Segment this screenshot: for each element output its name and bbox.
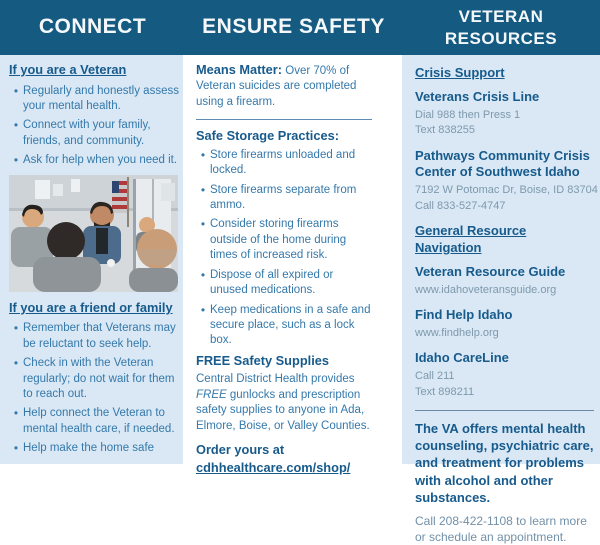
- safe-storage-bullet-list: [196, 148, 372, 349]
- list-item: [196, 217, 372, 263]
- bullet-icon: •: [200, 217, 206, 232]
- list-item: [9, 153, 179, 168]
- list-item: [196, 303, 372, 349]
- free-supplies-paragraph: [196, 372, 372, 434]
- free-supplies-heading: FREE Safety Supplies: [196, 352, 329, 368]
- bullet-icon: •: [200, 302, 206, 317]
- resource-detail: 7192 W Potomac Dr, Boise, ID 83704: [415, 184, 598, 197]
- header-band: [0, 0, 600, 55]
- resource-name: Pathways Community Crisis Center of Southwest Idaho: [415, 147, 590, 180]
- resource-entry: [415, 307, 596, 341]
- bullet-text: Help connect the Veteran to mental health care, if needed.: [23, 407, 175, 435]
- va-services-note: The VA offers mental health counseling, psychiatric care, and treatment for problems with alcohol and other substances.: [415, 421, 594, 505]
- bullet-text: Consider storing firearms outside of the home during times of increased risk.: [210, 218, 347, 262]
- list-item: [9, 356, 179, 402]
- bullet-text: Keep medications in a safe and secure place, such as a lock box.: [210, 303, 371, 347]
- bullet-icon: •: [13, 356, 19, 371]
- bullet-text: Store firearms separate from ammo.: [210, 183, 357, 212]
- list-item: [9, 441, 179, 456]
- resource-detail: Dial 988 then Press 1: [415, 108, 521, 121]
- resource-detail: www.idahoveteransguide.org: [415, 283, 557, 296]
- bullet-text: Connect with your family, friends, and community.: [23, 119, 151, 147]
- veteran-bullet-list: [9, 84, 179, 169]
- resource-name: Veteran Resource Guide: [415, 263, 566, 279]
- list-item: [9, 321, 179, 352]
- safe-storage-heading: Safe Storage Practices:: [196, 128, 339, 144]
- list-item: [196, 183, 372, 214]
- support-group-photo: [9, 175, 178, 292]
- bullet-icon: •: [13, 321, 19, 336]
- list-item: [196, 148, 372, 179]
- general-navigation-heading: General Resource Navigation: [415, 223, 527, 256]
- friend-section-heading: If you are a friend or family: [9, 299, 173, 315]
- section-divider: [196, 119, 372, 120]
- order-label: Order yours at: [196, 441, 285, 457]
- resource-name: Veterans Crisis Line: [415, 88, 540, 104]
- bullet-text: Ask for help when you need it.: [23, 154, 178, 167]
- resource-detail: Call 211: [415, 370, 455, 383]
- bullet-icon: •: [13, 406, 19, 421]
- va-contact-note: Call 208-422-1108 to learn more or schedule an appointment.: [415, 513, 587, 545]
- list-item: [9, 406, 179, 437]
- friend-bullet-list: [9, 321, 179, 456]
- bullet-text: Help make the home safe: [23, 442, 155, 455]
- means-matter-paragraph: [196, 62, 372, 110]
- column-title-ensure-safety: ENSURE SAFETY: [202, 15, 385, 39]
- bullet-text: Remember that Veterans may be reluctant to seek help.: [23, 322, 176, 350]
- list-item: [9, 118, 179, 149]
- veteran-resources-column: [402, 55, 600, 545]
- means-matter-text: Over 70% of Veteran suicides are completed using a firearm.: [196, 65, 357, 108]
- bullet-icon: •: [200, 267, 206, 282]
- resource-name: Find Help Idaho: [415, 307, 513, 323]
- header-cell-ensure-safety: [185, 0, 402, 55]
- bullet-icon: •: [13, 83, 19, 98]
- bullet-icon: •: [200, 182, 206, 197]
- resource-detail: Text 838255: [415, 124, 475, 137]
- resource-name: Idaho CareLine: [415, 350, 509, 366]
- resource-entry: [415, 89, 596, 139]
- bullet-icon: •: [13, 118, 19, 133]
- column-title-veteran-resources: VETERAN RESOURCES: [444, 7, 558, 48]
- ensure-safety-column: [188, 55, 382, 475]
- supplies-text-post: gunlocks and prescription safety supplies to anyone in Ada, Elmore, Boise, or Valley Counties.: [196, 388, 370, 432]
- bullet-icon: •: [13, 153, 19, 168]
- list-item: [9, 84, 179, 115]
- va-section-divider: [415, 410, 594, 411]
- bullet-text: Dispose of all expired or unused medications.: [210, 268, 334, 297]
- order-link[interactable]: cdhhealthcare.com/shop/: [196, 459, 351, 475]
- crisis-support-heading: Crisis Support: [415, 65, 505, 80]
- list-item: [196, 268, 372, 299]
- resource-detail: Text 898211: [415, 385, 475, 398]
- column-title-connect: CONNECT: [38, 15, 147, 39]
- bullet-text: Store firearms unloaded and locked.: [210, 148, 356, 177]
- resource-entry: [415, 148, 596, 215]
- resource-entry: [415, 350, 596, 400]
- header-cell-veteran-resources: [402, 0, 600, 55]
- supplies-free-emphasis: FREE: [196, 388, 227, 401]
- bullet-icon: •: [200, 147, 206, 162]
- bullet-icon: •: [13, 441, 19, 456]
- connect-column: [0, 55, 183, 464]
- bullet-text: Check in with the Veteran regularly; do not wait for them to reach out.: [23, 357, 175, 400]
- bullet-text: Regularly and honestly assess your mental health.: [23, 84, 179, 113]
- supplies-text-pre: Central District Health provides: [196, 373, 355, 386]
- resource-detail: Call 833-527-4747: [415, 199, 506, 212]
- resource-entry: [415, 264, 596, 298]
- resource-detail: www.findhelp.org: [415, 327, 499, 340]
- veteran-section-heading: If you are a Veteran: [9, 62, 127, 77]
- means-matter-label: Means Matter:: [196, 62, 283, 77]
- header-cell-connect: [0, 0, 185, 55]
